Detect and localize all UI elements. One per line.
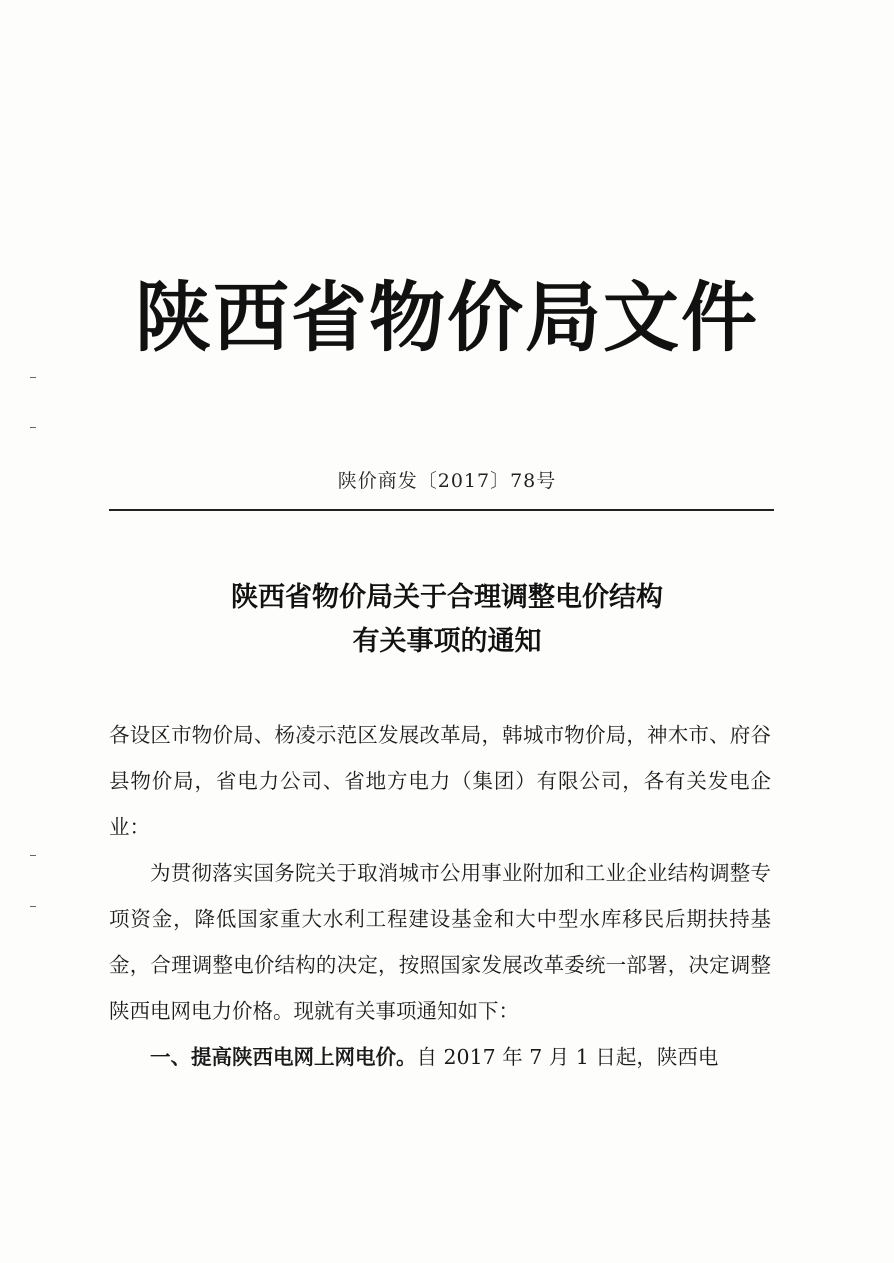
header-divider-line	[109, 509, 774, 511]
item-heading: 一、提高陕西电网上网电价。	[150, 1045, 417, 1069]
body-paragraph: 为贯彻落实国务院关于取消城市公用事业附加和工业企业结构调整专项资金，降低国家重大水利工程建设基金和大中型水库移民后期扶持基金，合理调整电价结构的决定，按照国家发展改革委统一部署，决定调整陕西电网电力价格。现就有关事项通知如下：	[109, 861, 771, 1023]
item-text: 自 2017 年 7 月 1 日起，陕西电	[416, 1045, 719, 1069]
addressee-paragraph: 各设区市物价局、杨凌示范区发展改革局，韩城市物价局，神木市、府谷县物价局，省电力公司、省地方电力（集团）有限公司，各有关发电企业：	[109, 723, 771, 839]
document-title	[0, 576, 894, 664]
item-paragraph	[109, 1034, 771, 1080]
scan-margin-mark	[30, 427, 36, 428]
title-line-2: 有关事项的通知	[352, 626, 542, 657]
title-line-1: 陕西省物价局关于合理调整电价结构	[231, 582, 663, 613]
scan-margin-mark	[30, 906, 36, 907]
document-number: 陕价商发〔2017〕78号	[337, 470, 557, 492]
document-masthead: 陕西省物价局文件	[135, 273, 759, 362]
scan-margin-mark	[30, 855, 36, 856]
document-body	[109, 712, 771, 1080]
scan-margin-mark	[30, 377, 36, 378]
